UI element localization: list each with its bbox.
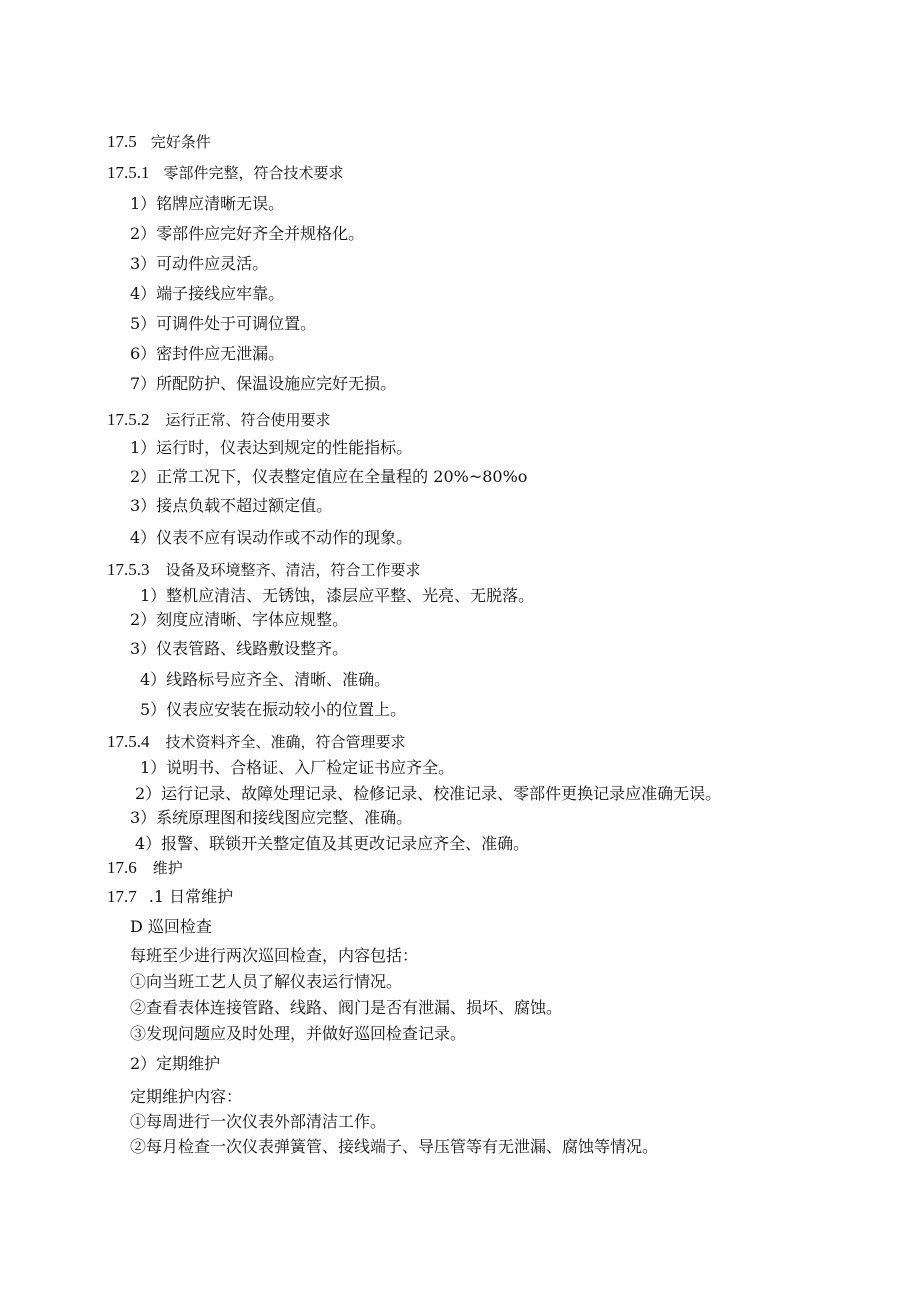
- section-heading-17-5-3: [107, 560, 421, 580]
- list-item: 7）所配防护、保温设施应完好无损。: [130, 374, 397, 393]
- section-title: 零部件完整，符合技术要求: [163, 164, 344, 182]
- list-item: 4）端子接线应牢靠。: [130, 284, 285, 303]
- section-heading-17-5-2: [107, 410, 331, 430]
- list-item: 2）正常工况下，仪表整定值应在全量程的 20%~80%o: [130, 467, 528, 486]
- section-title: 完好条件: [150, 133, 211, 151]
- list-item: 1）说明书、合格证、入厂检定证书应齐全。: [140, 758, 455, 777]
- list-item: 3）仪表管路、线路敷设整齐。: [130, 639, 349, 658]
- section-heading-17-5-1: [107, 163, 344, 183]
- section-title: 运行正常、符合使用要求: [165, 411, 331, 429]
- section-number: 17.5.2: [107, 410, 150, 429]
- list-item: 1）运行时，仪表达到规定的性能指标。: [130, 438, 413, 457]
- list-item: 1）铭牌应清晰无误。: [130, 194, 285, 213]
- list-item: ②每月检查一次仪表弹簧管、接线端子、导压管等有无泄漏、腐蚀等情况。: [130, 1137, 659, 1156]
- section-number: 17.7: [107, 887, 137, 906]
- section-title: 设备及环境整齐、清洁，符合工作要求: [165, 561, 421, 579]
- list-item: 3）可动件应灵活。: [130, 254, 269, 273]
- section-number: 17.5.3: [107, 560, 150, 579]
- section-title: 维护: [152, 859, 183, 877]
- subsection-heading: D 巡回检查: [130, 917, 212, 936]
- list-item: 3）系统原理图和接线图应完整、准确。: [130, 808, 413, 827]
- list-item: ②查看表体连接管路、线路、阀门是否有泄漏、损坏、腐蚀。: [130, 998, 563, 1017]
- section-number: 17.5: [107, 132, 137, 151]
- list-item: 2）刻度应清晰、字体应规整。: [130, 610, 349, 629]
- section-title: 技术资料齐全、准确，符合管理要求: [165, 733, 406, 751]
- list-item: ①向当班工艺人员了解仪表运行情况。: [130, 972, 403, 991]
- list-item: 5）可调件处于可调位置。: [130, 314, 317, 333]
- paragraph: 定期维护内容：: [130, 1087, 243, 1106]
- list-item: 1）整机应清洁、无锈蚀，漆层应平整、光亮、无脱落。: [140, 586, 535, 605]
- list-item: ①每周进行一次仪表外部清洁工作。: [130, 1112, 387, 1131]
- section-heading-17-5-4: [107, 732, 406, 752]
- section-number: 17.6: [107, 858, 137, 877]
- section-number: 17.5.4: [107, 732, 150, 751]
- list-item: 6）密封件应无泄漏。: [130, 344, 285, 363]
- section-heading-17-6: [107, 858, 183, 878]
- section-title: .1 日常维护: [148, 887, 234, 906]
- list-item: 2）运行记录、故障处理记录、检修记录、校准记录、零部件更换记录应准确无误。: [135, 784, 722, 803]
- list-item: 3）接点负载不超过额定值。: [130, 496, 333, 515]
- section-heading-17-7: [107, 887, 233, 907]
- list-item: 5）仪表应安装在振动较小的位置上。: [140, 700, 407, 719]
- list-item: ③发现问题应及时处理，并做好巡回检查记录。: [130, 1024, 467, 1043]
- subsection-heading: 2）定期维护: [130, 1054, 221, 1073]
- section-heading-17-5: [107, 132, 211, 152]
- list-item: 4）报警、联锁开关整定值及其更改记录应齐全、准确。: [135, 834, 530, 853]
- paragraph: 每班至少进行两次巡回检查，内容包括：: [130, 946, 419, 965]
- list-item: 2）零部件应完好齐全并规格化。: [130, 224, 365, 243]
- list-item: 4）仪表不应有误动作或不动作的现象。: [130, 528, 413, 547]
- section-number: 17.5.1: [107, 163, 150, 182]
- list-item: 4）线路标号应齐全、清晰、准确。: [140, 670, 391, 689]
